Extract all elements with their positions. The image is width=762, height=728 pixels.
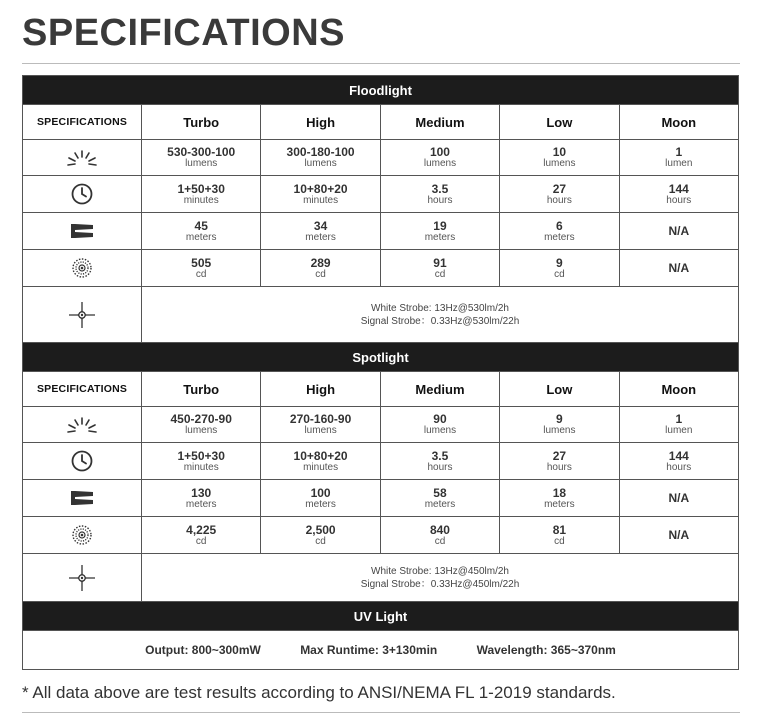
- spotlight-runtime-row: [23, 443, 739, 480]
- spotlight-title: Spotlight: [23, 343, 739, 372]
- spec-value: 34: [313, 218, 328, 233]
- white-strobe-text: White Strobe: 13Hz@530lm/2h: [371, 302, 509, 314]
- spotlight-distance-row: [23, 480, 739, 517]
- spec-cell: [261, 517, 380, 554]
- spotlight-strobe-row: [23, 554, 739, 602]
- spec-unit: cd: [195, 535, 207, 547]
- strobe-icon-cell: [23, 287, 142, 343]
- spec-cell: [500, 250, 619, 287]
- spec-value: 19: [433, 218, 447, 233]
- spec-cell: [619, 140, 738, 176]
- spec-unit: minutes: [183, 194, 219, 206]
- spec-cell: [261, 250, 380, 287]
- spec-unit: meters: [424, 498, 456, 510]
- spec-unit: lumens: [185, 158, 218, 169]
- strobe-icon: [23, 300, 141, 330]
- title-divider: [22, 63, 740, 64]
- value-na: N/A: [668, 528, 690, 542]
- spec-unit: meters: [544, 498, 575, 510]
- runtime-clock-icon: [23, 449, 141, 473]
- spec-unit: hours: [427, 194, 453, 206]
- spec-cell: [380, 250, 499, 287]
- spec-value: 1: [675, 412, 683, 426]
- spec-value: 27: [552, 181, 567, 196]
- spec-cell: [142, 407, 261, 443]
- spec-cell: [500, 517, 619, 554]
- spec-cell: [142, 140, 261, 176]
- spec-unit: hours: [546, 461, 572, 473]
- intensity-icon: [23, 523, 141, 547]
- spec-value: 91: [433, 255, 447, 270]
- column-header: Moon: [619, 372, 738, 407]
- spec-cell: [619, 213, 738, 250]
- floodlight-intensity-row: [23, 250, 739, 287]
- spotlight-strobe-info: [142, 554, 739, 602]
- spec-value: 840: [429, 522, 450, 537]
- spec-value: 10+80+20: [293, 181, 348, 196]
- intensity-icon-cell: [23, 517, 142, 554]
- uv-runtime: Max Runtime: 3+130min: [300, 643, 438, 657]
- uv-header: [23, 602, 739, 631]
- spec-value: 10+80+20: [293, 448, 348, 463]
- signal-strobe-text: Signal Strobe：0.33Hz@450lm/22h: [360, 578, 520, 590]
- spotlight-columns-row: [23, 372, 739, 407]
- spec-value: 270-160-90: [289, 412, 352, 426]
- spec-value: 58: [433, 485, 447, 500]
- spec-unit: meters: [185, 231, 217, 243]
- beam-distance-icon: [23, 222, 141, 240]
- spec-cell: [380, 176, 499, 213]
- column-header: Medium: [380, 372, 499, 407]
- spec-unit: minutes: [303, 461, 339, 473]
- spec-unit: hours: [666, 194, 692, 206]
- spec-cell: [619, 517, 738, 554]
- spec-value: 2,500: [305, 522, 336, 537]
- spec-value: 144: [668, 181, 689, 196]
- spec-value: 3.5: [431, 181, 449, 196]
- intensity-icon: [23, 256, 141, 280]
- spec-unit: hours: [427, 461, 453, 473]
- spec-unit: meters: [305, 231, 336, 243]
- spec-unit: lumens: [304, 158, 337, 169]
- spec-cell: [142, 480, 261, 517]
- spec-cell: [619, 480, 738, 517]
- spec-unit: lumens: [543, 158, 576, 169]
- spec-value: 90: [433, 412, 447, 426]
- runtime-clock-icon-cell: [23, 176, 142, 213]
- spec-unit: minutes: [303, 194, 339, 206]
- spec-value: 9: [556, 412, 563, 426]
- spec-cell: [500, 213, 619, 250]
- spec-cell: [500, 176, 619, 213]
- spec-value: 27: [552, 448, 567, 463]
- spec-unit: cd: [554, 535, 565, 547]
- white-strobe-text: White Strobe: 13Hz@450lm/2h: [371, 565, 509, 577]
- spec-value: 300-180-100: [286, 145, 355, 159]
- spec-unit: meters: [544, 231, 575, 243]
- spec-cell: [261, 176, 380, 213]
- spec-cell: [500, 480, 619, 517]
- spec-unit: lumens: [304, 425, 337, 436]
- spec-value: 3.5: [431, 448, 449, 463]
- column-header: High: [261, 105, 380, 140]
- brightness-icon-cell: [23, 140, 142, 176]
- footnote: * All data above are test results according to ANSI/NEMA FL 1-2019 standards.: [22, 683, 616, 702]
- spec-value: 4,225: [186, 522, 217, 537]
- floodlight-header: [23, 76, 739, 105]
- column-header: Low: [500, 105, 619, 140]
- spec-cell: [142, 176, 261, 213]
- spec-cell: [619, 176, 738, 213]
- spec-cell: [380, 480, 499, 517]
- spec-value: 18: [552, 485, 567, 500]
- spec-value: 144: [668, 448, 689, 463]
- uv-specs: [23, 631, 739, 670]
- spec-value: 100: [429, 145, 450, 159]
- spec-cell: [619, 407, 738, 443]
- column-header: Low: [500, 372, 619, 407]
- brightness-icon: [23, 148, 141, 168]
- spec-cell: [500, 407, 619, 443]
- specs-table: [22, 75, 739, 670]
- uv-title: UV Light: [23, 602, 739, 631]
- spec-value: 505: [191, 255, 212, 270]
- spec-unit: cd: [554, 268, 565, 280]
- strobe-icon: [23, 563, 141, 593]
- column-header: Turbo: [142, 105, 261, 140]
- spec-cell: [142, 250, 261, 287]
- spec-cell: [261, 407, 380, 443]
- brightness-icon-cell: [23, 407, 142, 443]
- spotlight-output-row: [23, 407, 739, 443]
- value-na: N/A: [668, 491, 690, 505]
- intensity-icon-cell: [23, 250, 142, 287]
- spec-cell: [261, 443, 380, 480]
- spec-cell: [619, 250, 738, 287]
- column-header: Medium: [380, 105, 499, 140]
- spec-unit: cd: [195, 268, 207, 280]
- uv-output: Output: 800~300mW: [145, 643, 261, 657]
- spec-value: 530-300-100: [167, 145, 236, 159]
- spec-cell: [142, 213, 261, 250]
- spec-cell: [619, 443, 738, 480]
- spec-unit: lumens: [185, 425, 218, 436]
- floodlight-distance-row: [23, 213, 739, 250]
- floodlight-runtime-row: [23, 176, 739, 213]
- spec-unit: cd: [315, 268, 326, 280]
- footer-divider: [22, 712, 740, 713]
- spec-cell: [261, 140, 380, 176]
- spec-cell: [380, 517, 499, 554]
- floodlight-title: Floodlight: [23, 76, 739, 105]
- spec-unit: hours: [546, 194, 572, 206]
- spec-unit: lumen: [665, 425, 693, 436]
- spec-unit: meters: [185, 498, 217, 510]
- runtime-clock-icon-cell: [23, 443, 142, 480]
- beam-distance-icon: [23, 489, 141, 507]
- spec-unit: hours: [666, 461, 692, 473]
- spec-cell: [500, 140, 619, 176]
- spec-value: 45: [194, 218, 208, 233]
- spec-cell: [261, 213, 380, 250]
- value-na: N/A: [668, 224, 690, 238]
- row-label: SPECIFICATIONS: [23, 372, 142, 407]
- brightness-icon: [23, 415, 141, 435]
- spec-unit: lumen: [665, 158, 693, 169]
- spec-unit: lumens: [423, 425, 457, 436]
- spec-unit: cd: [434, 268, 446, 280]
- runtime-clock-icon: [23, 182, 141, 206]
- spec-cell: [142, 443, 261, 480]
- spec-value: 1+50+30: [177, 181, 225, 196]
- spec-cell: [380, 140, 499, 176]
- spec-value: 1: [675, 145, 683, 159]
- spec-value: 130: [191, 485, 212, 500]
- column-header: Moon: [619, 105, 738, 140]
- spec-unit: minutes: [183, 461, 219, 473]
- signal-strobe-text: Signal Strobe：0.33Hz@530lm/22h: [360, 315, 520, 327]
- column-header: Turbo: [142, 372, 261, 407]
- floodlight-output-row: [23, 140, 739, 176]
- spec-unit: meters: [424, 231, 456, 243]
- floodlight-strobe-row: [23, 287, 739, 343]
- spec-unit: cd: [434, 535, 446, 547]
- spec-value: 1+50+30: [177, 448, 225, 463]
- spec-cell: [380, 407, 499, 443]
- value-na: N/A: [668, 261, 690, 275]
- spec-cell: [261, 480, 380, 517]
- beam-distance-icon-cell: [23, 480, 142, 517]
- spec-unit: lumens: [423, 158, 457, 169]
- row-label: SPECIFICATIONS: [23, 105, 142, 140]
- uv-wavelength: Wavelength: 365~370nm: [476, 643, 616, 657]
- floodlight-columns-row: [23, 105, 739, 140]
- floodlight-strobe-info: [142, 287, 739, 343]
- page-title: SPECIFICATIONS: [22, 12, 345, 54]
- spec-value: 450-270-90: [170, 412, 232, 426]
- strobe-icon-cell: [23, 554, 142, 602]
- spotlight-intensity-row: [23, 517, 739, 554]
- spec-value: 9: [556, 255, 563, 270]
- spec-cell: [500, 443, 619, 480]
- beam-distance-icon-cell: [23, 213, 142, 250]
- spec-value: 10: [552, 145, 567, 159]
- spec-value: 6: [556, 218, 563, 233]
- column-header: High: [261, 372, 380, 407]
- spec-unit: meters: [305, 498, 336, 510]
- spec-cell: [142, 517, 261, 554]
- spec-unit: lumens: [543, 425, 576, 436]
- spec-cell: [380, 443, 499, 480]
- spec-value: 289: [310, 255, 331, 270]
- spec-unit: cd: [315, 535, 326, 547]
- spec-value: 100: [310, 485, 331, 500]
- spec-value: 81: [552, 522, 567, 537]
- spotlight-header: [23, 343, 739, 372]
- spec-cell: [380, 213, 499, 250]
- uv-specs-row: [23, 631, 739, 670]
